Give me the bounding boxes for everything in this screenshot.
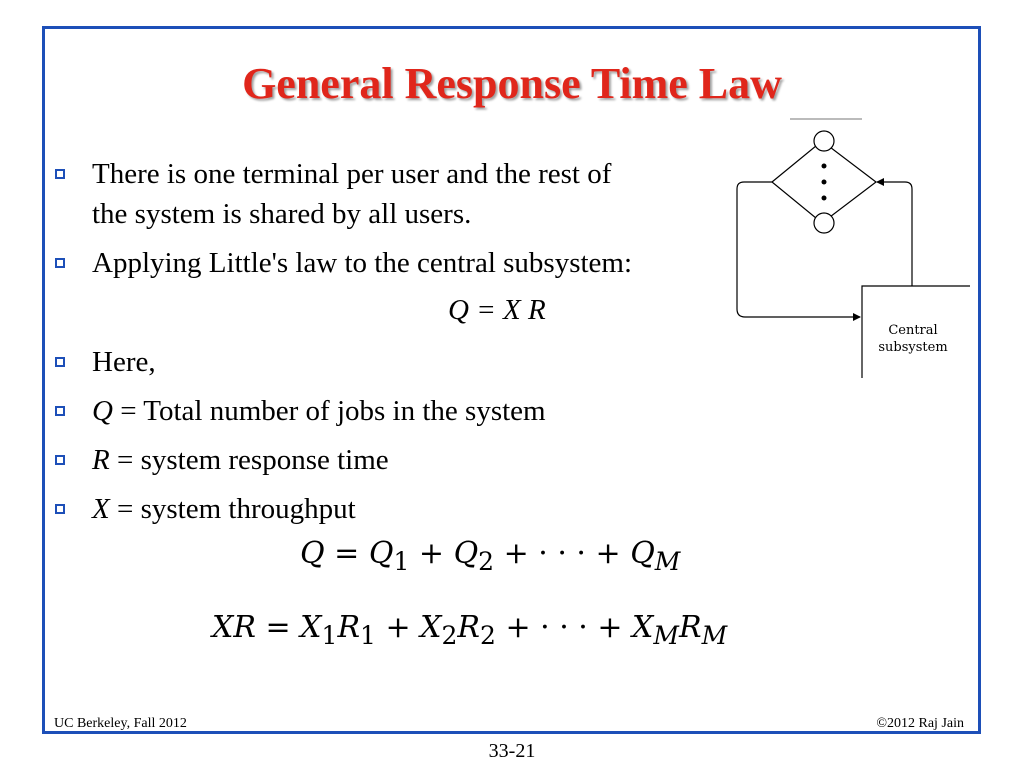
equation-response-sum: XR = $X_1R_1 + X_2R_2$ + · · · + $X_MR_M$ xyxy=(212,610,728,650)
footer-left: UC Berkeley, Fall 2012 xyxy=(54,716,187,731)
central-label-line-1: Central xyxy=(888,323,938,338)
dot-2 xyxy=(822,180,827,185)
dot-3 xyxy=(822,196,827,201)
bullet-box-icon xyxy=(55,169,65,179)
equation-little-law: Q = X R xyxy=(448,294,546,326)
flow-to-central-arrow xyxy=(737,182,860,317)
bullet-6-text xyxy=(92,489,356,529)
bullet-1-line-1: There is one terminal per user and the rest of xyxy=(92,158,612,190)
symbol-q: Q xyxy=(92,395,113,427)
terminal-system-diagram xyxy=(732,116,970,378)
bullet-3-text: Here, xyxy=(92,346,156,378)
equation-queue-sum: $Q = Q_1 + Q_2$ + · · · + $Q_M$ xyxy=(300,536,681,576)
bullet-box-icon xyxy=(55,258,65,268)
bullet-5-text xyxy=(92,440,389,480)
bullet-4-definition: = Total number of jobs in the system xyxy=(112,395,546,427)
bullet-box-icon xyxy=(55,357,65,367)
bullet-1-line-2: the system is shared by all users. xyxy=(92,198,472,230)
bullet-6-definition: = system throughput xyxy=(109,493,356,525)
bullet-4-text xyxy=(92,391,546,431)
flow-to-terminals-arrow xyxy=(877,182,912,286)
terminal-top-icon xyxy=(814,131,834,151)
symbol-r: R xyxy=(92,444,110,476)
central-label-line-2: subsystem xyxy=(878,340,948,355)
footer-right: ©2012 Raj Jain xyxy=(876,716,964,731)
terminal-bottom-icon xyxy=(814,213,834,233)
slide-title: General Response Time Law xyxy=(242,59,782,108)
dot-1 xyxy=(822,164,827,169)
bullet-box-icon xyxy=(55,455,65,465)
page-number: 33-21 xyxy=(488,740,536,762)
bullet-5-definition: = system response time xyxy=(109,444,389,476)
bullet-2-text: Applying Little's law to the central subsystem: xyxy=(92,247,633,279)
symbol-x: X xyxy=(92,493,110,525)
bullet-box-icon xyxy=(55,406,65,416)
bullet-box-icon xyxy=(55,504,65,514)
